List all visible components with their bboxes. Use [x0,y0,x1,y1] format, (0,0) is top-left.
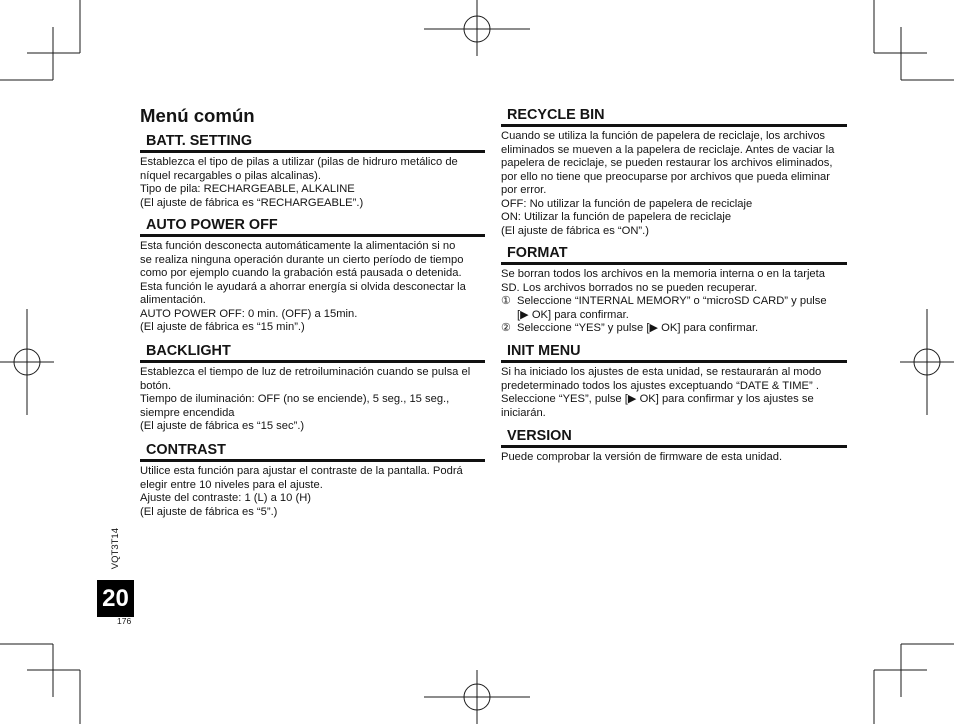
section-heading: VERSION [501,427,847,448]
body-line: Utilice esta función para ajustar el contraste de la pantalla. Podrá [140,465,463,477]
body-line: eliminados se mueven a la papelera de reciclaje. Antes de vaciar la [501,143,835,156]
body-line: níquel recargables o pilas alcalinas). [140,169,321,182]
body-line: Ajuste del contraste: 1 (L) a 10 (H) [140,492,311,504]
step-text [517,322,758,336]
document-code: VQT3T14 [110,528,121,570]
section-auto-power-off [140,216,485,335]
body-line: Cuando se utiliza la función de papelera de reciclaje, los archivos [501,130,826,142]
sequence-number: 176 [117,616,132,626]
body-line: Si ha iniciado los ajustes de esta unidad, se restaurarán al modo [501,366,822,378]
registration-mark-circle [914,349,940,375]
body-line: SD. Los archivos borrados no se pueden recuperar. [501,281,758,294]
body-line: (El ajuste de fábrica es “ON”.) [501,224,649,237]
body-line: Seleccione “YES” y pulse [▶ OK] para confirmar. [517,322,759,334]
step-item [501,322,847,336]
crop-mark-bottom-right [874,644,954,724]
crop-mark-top-left [0,0,80,80]
body-line: (El ajuste de fábrica es “5”.) [140,505,278,518]
body-line: OFF: No utilizar la función de papelera de reciclaje [501,197,753,210]
step-text [517,295,827,322]
body-line: por error. [501,184,547,196]
body-line: botón. [140,379,172,392]
body-line: Seleccione “INTERNAL MEMORY” o “microSD CARD” y pulse [517,295,827,307]
registration-mark-bottom [424,670,530,724]
section-recycle-bin [501,106,847,238]
registration-mark-circle [14,349,40,375]
page-number-badge [97,580,134,617]
section-heading: RECYCLE BIN [501,106,847,127]
body-line: como por ejemplo cuando la grabación está pausada o detenida. [140,267,462,279]
body-line: Puede comprobar la versión de firmware de esta unidad. [501,451,783,463]
crop-mark-top-right [874,0,954,80]
body-line: papelera de reciclaje, se pueden restaurar los archivos eliminados, [501,157,833,169]
registration-mark-left [0,309,54,415]
body-line: Tiempo de iluminación: OFF (no se enciende), 5 seg., 15 seg., [140,393,450,405]
section-version [501,427,847,465]
section-batt-setting [140,132,485,210]
body-line: Seleccione “YES”, pulse [▶ OK] para confirmar y los ajustes se [501,393,814,405]
section-heading: INIT MENU [501,342,847,363]
body-line: Esta función desconecta automáticamente la alimentación si no [140,240,456,252]
step-number: ① [501,295,512,307]
body-line: (El ajuste de fábrica es “15 sec”.) [140,420,305,432]
body-line: Establezca el tiempo de luz de retroiluminación cuando se pulsa el [140,366,471,378]
body-line: (El ajuste de fábrica es “15 min”.) [140,321,305,333]
body-line: elegir entre 10 niveles para el ajuste. [140,478,323,491]
section-backlight [140,342,485,434]
body-line: Se borran todos los archivos en la memoria interna o en la tarjeta [501,268,825,280]
registration-mark-circle [464,16,490,42]
body-line: Establezca el tipo de pilas a utilizar (pilas de hidruro metálico de [140,156,458,168]
section-contrast [140,441,485,519]
registration-mark-top [424,0,530,56]
body-line: por ello no tiene que preocuparse por archivos que pueda eliminar [501,170,830,183]
body-line: se realiza ninguna operación durante un cierto período de tiempo [140,253,464,266]
section-format [501,244,847,336]
registration-mark-circle [464,684,490,710]
section-heading: FORMAT [501,244,847,265]
step-item [501,295,847,322]
section-heading: BACKLIGHT [140,342,485,363]
section-heading: AUTO POWER OFF [140,216,485,237]
body-line: iniciarán. [501,406,546,419]
body-line: ON: Utilizar la función de papelera de reciclaje [501,211,732,223]
body-line: AUTO POWER OFF: 0 min. (OFF) a 15min. [140,307,358,320]
crop-mark-bottom-left [0,644,80,724]
section-init-menu [501,342,847,420]
page-title: Menú común [140,105,255,126]
body-line: Esta función le ayudará a ahorrar energía si olvida desconectar la [140,280,466,293]
body-line: predeterminado todos los ajustes exceptuando “DATE & TIME” . [501,379,819,392]
body-line: (El ajuste de fábrica es “RECHARGEABLE”.) [140,196,364,209]
body-line: Tipo de pila: RECHARGEABLE, ALKALINE [140,183,355,195]
registration-mark-right [900,309,954,415]
step-number: ② [501,322,512,334]
body-line: [▶ OK] para confirmar. [517,308,629,321]
section-heading: CONTRAST [140,441,485,462]
page-number: 20 [102,584,129,612]
body-line: alimentación. [140,294,206,306]
section-heading: BATT. SETTING [140,132,485,153]
body-line: siempre encendida [140,406,235,419]
